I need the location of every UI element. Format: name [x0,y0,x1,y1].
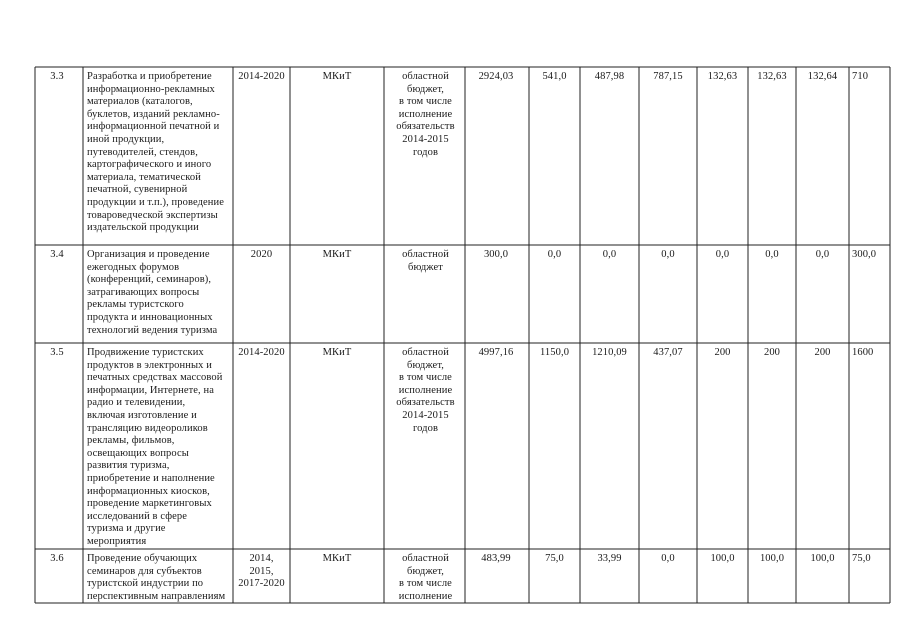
annual-amount: 541,0 [542,71,567,82]
responsible-executor: МКиТ [322,553,352,564]
annual-amount: 0,0 [661,249,675,260]
annual-amount: 0,0 [547,249,562,260]
annual-amount: 200 [763,347,781,358]
activity-description: Организация и проведение ежегодных форумов (конференций, семинаров), затрагивающих вопросы рекламы туристского продукта и инновационных технологий ведения туризма [87,249,218,336]
implementation-period: 2014, 2015, 2017-2020 [238,553,285,590]
total-amount: 4997,16 [478,347,514,358]
annual-amount: 437,07 [653,347,683,358]
row-number: 3.3 [50,71,64,82]
annual-amount: 300,0 [852,249,877,260]
responsible-executor: МКиТ [322,71,352,82]
responsible-executor: МКиТ [322,249,352,260]
total-amount: 2924,03 [478,71,514,82]
funding-source: областной бюджет, в том числе исполнение обязательств 2014-2015 годов [396,71,455,158]
implementation-period: 2014-2020 [238,347,285,358]
implementation-period: 2014-2020 [238,71,285,82]
annual-amount: 75,0 [852,553,871,564]
annual-amount: 33,99 [597,553,622,564]
annual-amount: 200 [814,347,831,358]
annual-amount: 0,0 [661,553,675,564]
annual-amount: 100,0 [759,553,785,564]
annual-amount: 787,15 [653,71,683,82]
funding-source: областной бюджет [402,249,449,273]
annual-amount: 487,98 [594,71,625,82]
row-number: 3.4 [50,249,64,260]
annual-amount: 200 [714,347,731,358]
annual-amount: 0,0 [815,249,830,260]
annual-amount: 1210,09 [592,347,627,358]
row-number: 3.6 [50,553,64,564]
funding-source: областной бюджет, в том числе исполнение обязательств 2014-2015 годов [396,347,455,434]
row-number: 3.5 [50,347,64,358]
annual-amount: 132,64 [807,71,838,82]
implementation-period: 2020 [250,249,273,260]
annual-amount: 132,63 [757,71,787,82]
activity-description: Разработка и приобретение информационно-рекламных материалов (каталогов, буклетов, изданий рекламно- информационной печатной и иной продукции, путеводителей, стендов, картографического и иного материала, тематической печатной, сувенирной продукции и т.п.), проведение товароведческой экспертизы издательской продукции [87,71,224,234]
total-amount: 483,99 [481,553,511,564]
activity-description: Продвижение туристских продуктов в электронных и печатных средствах массовой информации, Интернете, на радио и телевидении, включая изготовление и трансляцию видеороликов рекламы, фильмов, освещающих вопросы развития туризма, приобретение и наполнение информационных киосков, проведение маркетинговых исследований в сфере туризма и другие мероприятия [87,347,223,547]
annual-amount: 0,0 [602,249,617,260]
annual-amount: 710 [852,71,869,82]
annual-amount: 0,0 [765,249,779,260]
funding-source: областной бюджет, в том числе исполнение [398,553,453,602]
annual-amount: 1600 [852,347,874,358]
annual-amount: 100,0 [810,553,835,564]
annual-amount: 0,0 [715,249,730,260]
activity-description: Проведение обучающих семинаров для субъектов туристской индустрии по перспективным направлениям [87,553,226,602]
annual-amount: 75,0 [545,553,564,564]
annual-amount: 100,0 [710,553,735,564]
annual-amount: 1150,0 [539,347,570,358]
responsible-executor: МКиТ [322,347,352,358]
total-amount: 300,0 [483,249,509,260]
annual-amount: 132,63 [707,71,738,82]
